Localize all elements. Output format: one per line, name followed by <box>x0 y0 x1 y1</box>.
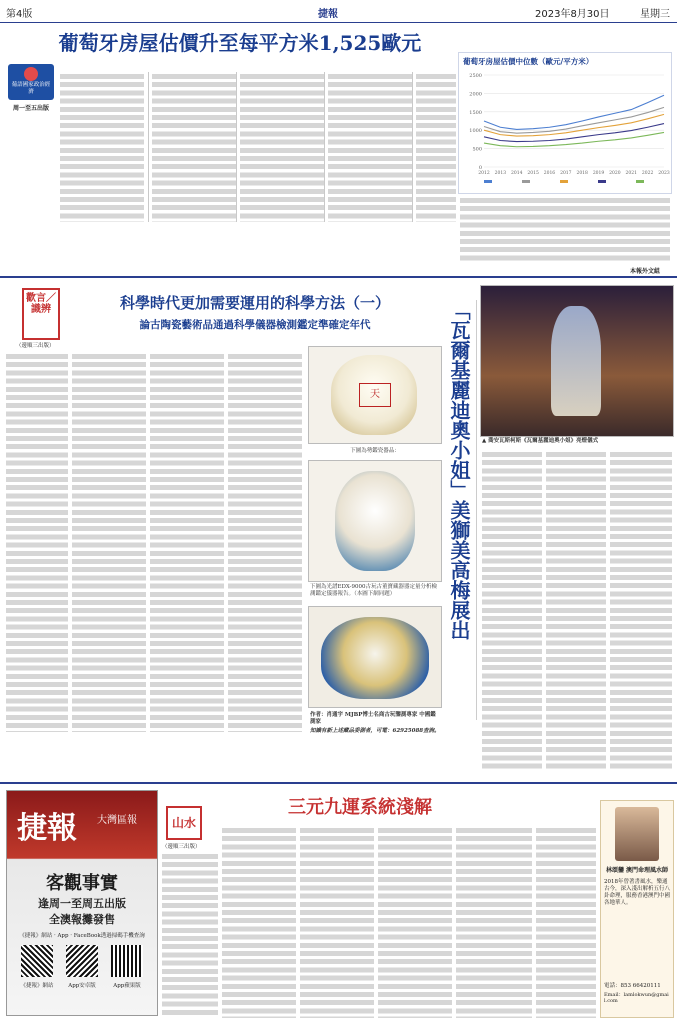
x-tick-label: 2021 <box>625 171 637 176</box>
valkyrie-headline <box>446 300 477 720</box>
fengshui-col3 <box>300 826 374 1018</box>
x-tick-label: 2022 <box>641 171 654 176</box>
ad-line3: 全澳報攤發售 <box>49 913 115 926</box>
profile-name: 林頌鑾 澳門命理風水師 <box>605 867 669 874</box>
science-author-note: （邊順三出版） <box>16 343 55 349</box>
y-tick-label: 2500 <box>469 73 482 79</box>
fengshui-col2 <box>222 826 296 1018</box>
fengshui-column-badge <box>166 806 202 840</box>
profile-phone: 電話：853 66420111 <box>604 983 661 989</box>
column-badge <box>8 64 54 100</box>
science-author-box: 作者：肖通宇 MJBP博士名商古玩鑒測專家 中國鑑測家 <box>310 712 436 725</box>
weekday: 星期三 <box>640 9 670 20</box>
fengshui-col5 <box>456 826 532 1018</box>
legend-swatch-1 <box>522 180 530 183</box>
fengshui-column-name: 山水 <box>171 816 196 830</box>
legend-swatch-2 <box>560 180 568 183</box>
valkyrie-col1 <box>482 450 542 770</box>
x-tick-label: 2012 <box>478 171 490 176</box>
page-header <box>0 0 677 23</box>
issue-date: 2023年8月30日 <box>535 9 610 20</box>
legend-swatch-3 <box>598 180 606 183</box>
column-date: 周一至五出版 <box>12 105 49 112</box>
y-tick-label: 1500 <box>469 109 482 116</box>
badge-emblem-icon <box>24 67 38 81</box>
fengshui-col6 <box>536 826 596 1018</box>
x-tick-label: 2016 <box>543 171 556 176</box>
ad-line4: 《捷報》網站 · App · FaceBook透過掃碼手機查詢 <box>19 933 145 939</box>
y-tick-label: 1000 <box>469 128 482 135</box>
profile-box <box>600 800 674 1018</box>
science-col1 <box>6 352 68 732</box>
x-tick-label: 2015 <box>527 171 539 176</box>
vase-caption-1: 下圖為勢鑑瓷器品： <box>350 448 400 454</box>
y-tick-label: 500 <box>472 146 482 153</box>
chart-title: 葡萄牙房屋估價中位數（歐元/平方米） <box>463 57 594 66</box>
top-article-col5 <box>412 72 456 222</box>
fengshui-col1 <box>162 852 218 1018</box>
vase-caption-2: 下圖為光譜EDX-9000古玩古董寶藏器器定量分析檢測鑑定儀器報告。（本圖下網同題） <box>310 584 438 597</box>
legend-swatch-4 <box>636 180 644 183</box>
top-article-col2 <box>148 72 236 222</box>
profile-email: Email：lamlokwun@gmail.com <box>604 992 669 1004</box>
science-headline: 科學時代更加需要運用的科學方法（一） <box>119 294 390 312</box>
valkyrie-col2 <box>546 450 606 770</box>
x-tick-label: 2017 <box>560 171 572 176</box>
science-col4 <box>228 352 302 732</box>
vase-photo-3 <box>308 606 442 708</box>
badge-label: 葡語國家政治經濟 <box>11 82 51 95</box>
ad-subtitle: 大灣區報 <box>97 815 137 826</box>
qr-label-3: App蘋果版 <box>113 983 141 989</box>
qr-label-1: 《捷報》網站 <box>20 983 54 989</box>
fengshui-author-note: （邊順三出版） <box>162 844 201 850</box>
y-tick-label: 0 <box>478 165 482 171</box>
profile-text: 2018年曾著書風水，樂通古今，深入淺出解析五行八卦命理，服務香港澳門中國各地華人。 <box>604 879 671 906</box>
science-column-badge <box>22 288 60 340</box>
series-line-4 <box>484 132 664 146</box>
science-contact: 知識有新上述藏品委測者，可電：62925088查詢。 <box>310 728 440 734</box>
series-line-0 <box>484 95 664 129</box>
price-chart <box>458 52 672 194</box>
masthead: 捷報 <box>318 9 338 20</box>
x-tick-label: 2023 <box>658 171 670 176</box>
vase-photo-2 <box>308 460 442 582</box>
qr-code-2[interactable] <box>66 945 98 977</box>
x-tick-label: 2018 <box>576 171 588 176</box>
science-col3 <box>150 352 224 732</box>
vase-photo-1: 天 <box>308 346 442 444</box>
qr-code-1[interactable] <box>21 945 53 977</box>
ad-line2: 逢周一至周五出版 <box>38 897 126 910</box>
valkyrie-col3 <box>610 450 672 770</box>
top-article-col6 <box>460 196 670 262</box>
section-divider <box>0 276 677 278</box>
science-col2 <box>72 352 146 732</box>
x-tick-label: 2014 <box>511 171 523 176</box>
science-subheadline: 論古陶瓷藝術品通過科學儀器檢測鑑定準確定年代 <box>139 319 371 331</box>
newspaper-ad <box>6 790 158 1016</box>
ad-masthead: 捷報 <box>17 811 77 846</box>
x-tick-label: 2013 <box>494 171 507 176</box>
fengshui-headline: 三元九運系統淺解 <box>288 797 432 818</box>
section-divider-2 <box>0 782 677 784</box>
qr-label-2: App安卓版 <box>68 983 96 989</box>
y-tick-label: 2000 <box>469 91 482 98</box>
valkyrie-photo <box>480 285 674 437</box>
chart-plot <box>462 71 668 189</box>
qr-code-3[interactable] <box>111 945 143 977</box>
science-column-name: 歡言／識辨 <box>26 293 56 315</box>
x-tick-label: 2020 <box>609 171 621 176</box>
source-credit: 本報外文組 <box>630 268 661 275</box>
top-article-col3 <box>236 72 324 222</box>
top-article-col4 <box>324 72 412 222</box>
x-tick-label: 2019 <box>592 171 605 176</box>
page-number: 第4版 <box>6 9 33 20</box>
ad-line1: 客觀事實 <box>46 873 118 894</box>
valkyrie-title: 「瓦爾基麗迪奧小姐」美獅美高梅展出 <box>447 300 471 640</box>
fengshui-col4 <box>378 826 452 1018</box>
legend-swatch-0 <box>484 180 492 183</box>
top-headline: 葡萄牙房屋估價升至每平方米1,525歐元 <box>58 31 422 55</box>
top-article-col1 <box>60 72 144 222</box>
valkyrie-caption: ▲ 喬安瓦斯柯斯《瓦爾基麗迪奧小姐》亮燈儀式 <box>482 438 599 444</box>
profile-avatar <box>615 807 659 861</box>
